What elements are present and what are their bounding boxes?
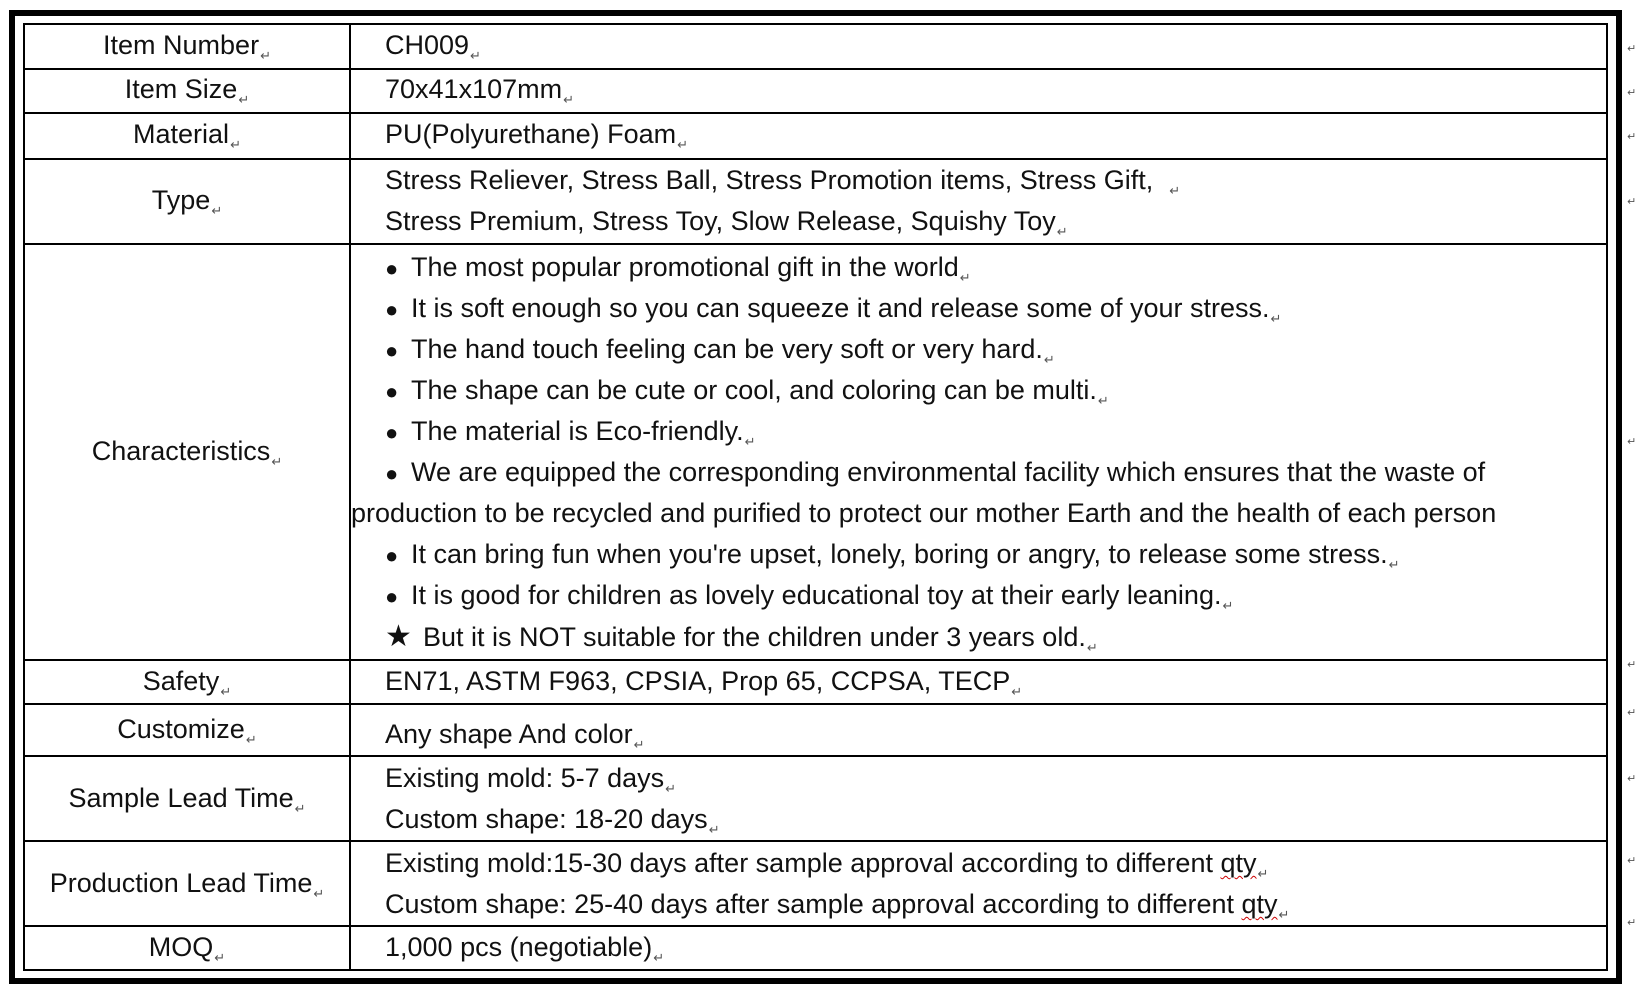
bullet-icon: ● [385,378,399,404]
paragraph-mark-icon [1627,42,1636,55]
characteristic-text: The most popular promotional gift in the world [411,251,959,282]
value-cell [350,704,1607,757]
label-cell [24,69,350,114]
characteristic-text: The hand touch feeling can be very soft or very hard. [411,333,1043,364]
sample-lead-time-label: Sample Lead Time [68,782,294,813]
characteristic-text: The shape can be cute or cool, and coloring can be multi. [411,374,1097,405]
value-cell [350,113,1607,159]
safety-value: EN71, ASTM F963, CPSIA, Prop 65, CCPSA, TECP [385,665,1011,696]
production-lead-time-line [385,843,1606,884]
sample-lead-time-line [385,758,1606,799]
label-cell [24,113,350,159]
value-cell [350,159,1607,244]
characteristic-item [351,534,1606,575]
value-cell [350,756,1607,841]
paragraph-mark-icon [1627,772,1636,785]
paragraph-mark-icon [653,950,664,965]
paragraph-mark-icon [1270,311,1281,326]
item-number-value: CH009 [385,29,470,60]
paragraph-mark-icon [1222,598,1233,613]
paragraph-mark-icon [211,203,222,218]
item-size-label: Item Size [124,74,238,105]
item-number-label: Item Number [103,29,260,60]
paragraph-mark-icon [1627,195,1636,208]
row-item-size [24,69,1607,114]
paragraph-mark-icon [260,48,271,63]
characteristic-item [351,247,1606,288]
sample-lead-time-text: Custom shape: 18-20 days [385,803,708,834]
paragraph-mark-icon [745,434,756,449]
paragraph-mark-icon [1389,557,1400,572]
paragraph-mark-icon [1279,907,1290,922]
row-safety [24,660,1607,704]
sample-lead-time-line [385,799,1606,840]
paragraph-mark-icon [1627,854,1636,867]
row-characteristics [24,244,1607,661]
value-cell [350,660,1607,704]
row-type [24,159,1607,244]
paragraph-mark-icon [1627,130,1636,143]
paragraph-mark-icon [1044,352,1055,367]
paragraph-mark-icon [1087,640,1098,655]
material-value: PU(Polyurethane) Foam [385,119,677,150]
label-cell [24,756,350,841]
paragraph-mark-icon [271,454,282,469]
label-cell [24,926,350,970]
row-item-number [24,24,1607,69]
bullet-icon: ● [385,296,399,322]
paragraph-mark-icon [1627,916,1636,929]
bullet-icon: ● [385,337,399,363]
row-sample-lead-time [24,756,1607,841]
type-line [385,201,1606,242]
characteristic-text: It is soft enough so you can squeeze it and release some of your stress. [411,292,1270,323]
customize-value: Any shape And color [385,718,633,749]
production-lead-time-label: Production Lead Time [49,867,313,898]
row-end-marks [1626,30,1636,930]
paragraph-mark-icon [1627,86,1636,99]
paragraph-mark-icon [1627,706,1636,719]
type-line-text: Stress Premium, Stress Toy, Slow Release, Squishy Toy [385,206,1056,237]
characteristic-text: production to be recycled and purified to protect our mother Earth and the health of each person [351,497,1497,528]
spellcheck-word: qty [1241,888,1278,919]
characteristic-item [351,370,1606,411]
paragraph-mark-icon [214,950,225,965]
paragraph-mark-icon [1258,866,1269,881]
characteristic-text: We are equipped the corresponding environmental facility which ensures that the waste of [411,456,1486,487]
characteristic-item-continued [351,493,1606,534]
label-cell [24,704,350,757]
label-cell [24,244,350,661]
bullet-icon: ● [385,583,399,609]
row-production-lead-time [24,841,1607,926]
customize-label: Customize [117,713,245,744]
paragraph-mark-icon [563,92,574,107]
type-label: Type [151,184,211,215]
characteristic-item [351,411,1606,452]
material-label: Material [133,119,230,150]
safety-label: Safety [142,665,220,696]
paragraph-mark-icon [677,137,688,152]
sample-lead-time-text: Existing mold: 5-7 days [385,762,665,793]
paragraph-mark-icon [313,886,324,901]
moq-value: 1,000 pcs (negotiable) [385,931,653,962]
paragraph-mark-icon [230,137,241,152]
star-note-text: But it is NOT suitable for the children under 3 years old. [423,621,1086,652]
bullet-icon: ● [385,419,399,445]
label-cell [24,660,350,704]
star-icon: ★ [385,619,412,653]
paragraph-mark-icon [634,737,645,752]
production-lead-time-text: Existing mold:15-30 days after sample approval according to different [385,847,1213,878]
characteristic-item [351,575,1606,616]
paragraph-mark-icon [1627,658,1636,671]
spellcheck-word: qty [1220,847,1257,878]
paragraph-mark-icon [246,732,257,747]
paragraph-mark-icon [709,822,720,837]
paragraph-mark-icon [960,270,971,285]
row-customize [24,704,1607,757]
item-size-value: 70x41x107mm [385,74,563,105]
characteristic-text: It is good for children as lovely educational toy at their early leaning. [411,579,1222,610]
spec-table [23,23,1608,971]
bullet-icon: ● [385,542,399,568]
row-material [24,113,1607,159]
paragraph-mark-icon [665,781,676,796]
label-cell [24,841,350,926]
characteristic-star-note [351,616,1606,657]
type-line-text: Stress Reliever, Stress Ball, Stress Promotion items, Stress Gift, [385,165,1154,196]
characteristic-item [351,288,1606,329]
label-cell [24,159,350,244]
type-line [385,160,1606,201]
characteristic-text: It can bring fun when you're upset, lonely, boring or angry, to release some stress. [411,538,1388,569]
paragraph-mark-icon [470,48,481,63]
paragraph-mark-icon [1169,183,1180,198]
value-cell [350,24,1607,69]
paragraph-mark-icon [220,684,231,699]
value-cell [350,926,1607,970]
characteristics-label: Characteristics [91,435,271,466]
paragraph-mark-icon [1627,435,1636,448]
row-moq [24,926,1607,970]
bullet-icon: ● [385,460,399,486]
bullet-icon: ● [385,255,399,281]
characteristic-item [351,452,1606,493]
characteristic-item [351,329,1606,370]
value-cell [350,69,1607,114]
spec-sheet-frame [9,10,1622,984]
production-lead-time-text: Custom shape: 25-40 days after sample approval according to different [385,888,1234,919]
paragraph-mark-icon [295,801,306,816]
paragraph-mark-icon [1057,224,1068,239]
characteristics-cell [350,244,1607,661]
moq-label: MOQ [148,931,214,962]
value-cell [350,841,1607,926]
production-lead-time-line [385,884,1606,925]
paragraph-mark-icon [1011,684,1022,699]
paragraph-mark-icon [238,92,249,107]
characteristic-text: The material is Eco-friendly. [411,415,744,446]
paragraph-mark-icon [1098,393,1109,408]
label-cell [24,24,350,69]
